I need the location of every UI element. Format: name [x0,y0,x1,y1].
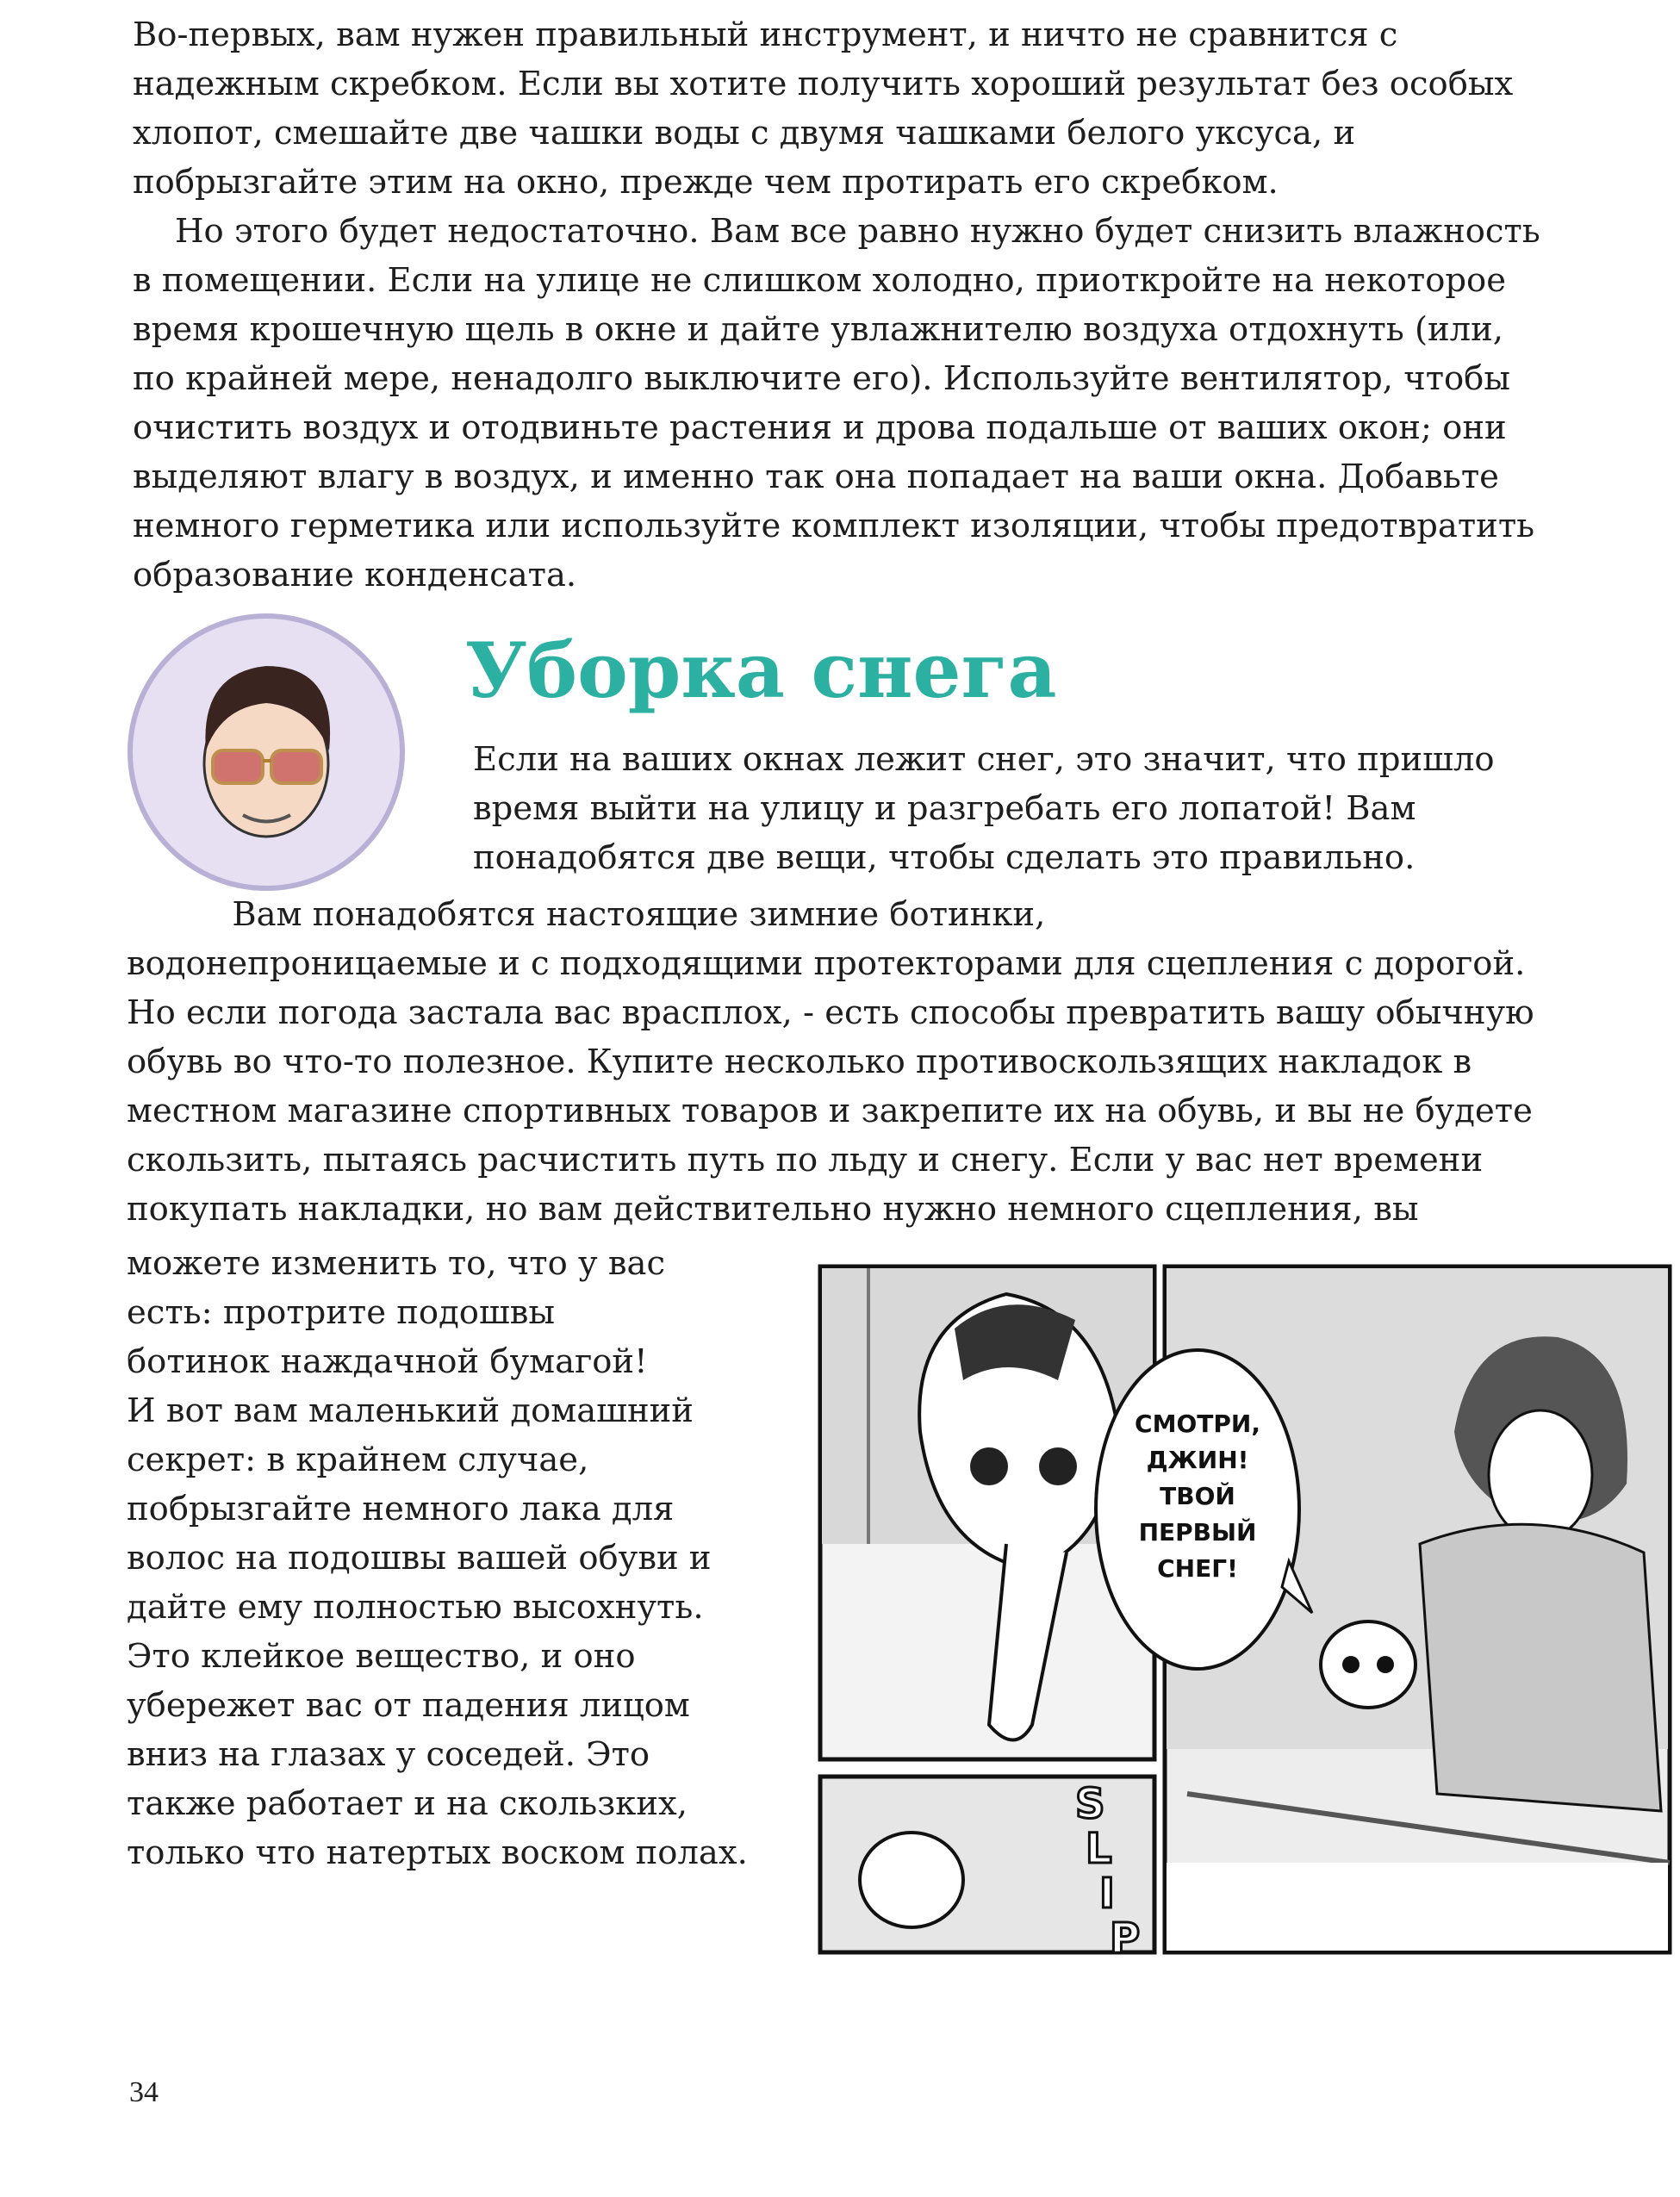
paragraph-window-cleaning [133,10,1513,207]
text-line: Это клейкое вещество, и оно [127,1637,636,1676]
paragraph-winter-boots [127,890,1534,1234]
text-line: скользить, пытаясь расчистить путь по льду и снегу. Если у вас нет времени [127,1141,1484,1179]
text-line: побрызгайте этим на окно, прежде чем протирать его скребком. [133,163,1279,202]
speech-line: СМОТРИ, [1135,1410,1260,1438]
paragraph-snow-intro [473,735,1495,882]
text-line: образование конденсата. [133,556,577,594]
text-line: Во-первых, вам нужен правильный инструмент, и ничто не сравнится с [133,16,1398,54]
text-line: Но этого будет недостаточно. Вам все равно нужно будет снизить влажность [133,212,1540,251]
text-line: убережет вас от падения лицом [127,1686,690,1725]
page-number: 34 [129,2076,159,2108]
text-line: побрызгайте немного лака для [127,1490,675,1528]
text-line: немного герметика или используйте комплект изоляции, чтобы предотвратить [133,507,1535,545]
speech-line: ТВОЙ [1160,1482,1235,1510]
text-line: время выйти на улицу и разгребать его лопатой! Вам [473,789,1416,828]
speech-line: СНЕГ! [1157,1554,1238,1583]
text-line: И вот вам маленький домашний [127,1391,694,1430]
text-line: ботинок наждачной бумагой! [127,1342,648,1381]
text-line: Вам понадобятся настоящие зимние ботинки, [127,895,1046,934]
text-line: хлопот, смешайте две чашки воды с двумя чашками белого уксуса, и [133,114,1356,152]
text-line: очистить воздух и отодвиньте растения и дрова подальше от ваших окон; они [133,408,1507,447]
text-line: надежным скребком. Если вы хотите получить хороший результат без особых [133,65,1514,103]
text-line: водонепроницаемые и с подходящими протекторами для сцепления с дорогой. [127,944,1526,983]
text-line: можете изменить то, что у вас [127,1244,666,1283]
text-line: выделяют влагу в воздух, и именно так она попадает на ваши окна. Добавьте [133,457,1499,496]
text-line: только что натертых воском полах. [127,1833,748,1872]
text-line: покупать накладки, но вам действительно нужно немного сцепления, вы [127,1190,1419,1229]
speech-line: ПЕРВЫЙ [1138,1518,1257,1547]
section-heading: Уборка снега [465,625,1057,715]
manga-illustration [817,1260,1675,1956]
text-line: есть: протрите подошвы [127,1293,556,1332]
text-line: вниз на глазах у соседей. Это [127,1735,650,1774]
text-line: по крайней мере, ненадолго выключите его). Используйте вентилятор, чтобы [133,359,1510,398]
sfx-letter: P [1110,1914,1141,1956]
sfx-letter: I [1099,1870,1115,1918]
text-line: в помещении. Если на улице не слишком холодно, приоткройте на некоторое [133,261,1507,300]
text-line: секрет: в крайнем случае, [127,1441,589,1479]
paragraph-winter-boots-continued [127,1239,748,1877]
text-line: Но если погода застала вас врасплох, - есть способы превратить вашу обычную [127,993,1534,1032]
text-line: волос на подошвы вашей обуви и [127,1539,712,1578]
paragraph-humidity [133,207,1540,600]
sfx-letter: S [1075,1780,1105,1828]
text-line: Если на ваших окнах лежит снег, это значит, что пришло [473,740,1495,779]
text-line: дайте ему полностью высохнуть. [127,1588,704,1627]
text-line: местном магазине спортивных товаров и закрепите их на обувь, и вы не будете [127,1092,1533,1130]
text-line: обувь во что-то полезное. Купите несколько противоскользящих накладок в [127,1042,1472,1081]
text-line: понадобятся две вещи, чтобы сделать это правильно. [473,838,1416,877]
text-line: время крошечную щель в окне и дайте увлажнителю воздуха отдохнуть (или, [133,310,1503,349]
character-avatar [127,613,406,892]
speech-line: ДЖИН! [1146,1446,1249,1474]
text-line: также работает и на скользких, [127,1784,688,1823]
sfx-letter: L [1086,1825,1112,1873]
